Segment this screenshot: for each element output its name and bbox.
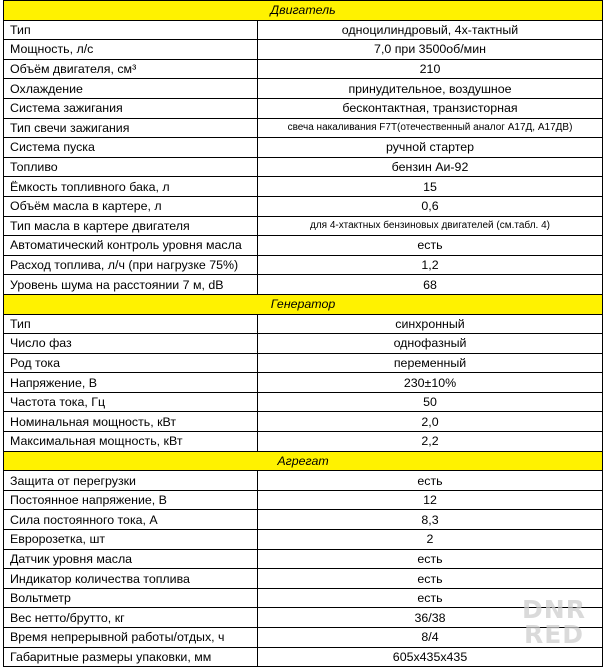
- row-label: Вес нетто/брутто, кг: [4, 608, 258, 628]
- table-row: [4, 236, 603, 256]
- table-row: [4, 549, 603, 569]
- row-label: Род тока: [4, 353, 258, 373]
- row-value: одноцилиндровый, 4х-тактный: [258, 20, 603, 40]
- row-label: Тип масла в картере двигателя: [4, 216, 258, 236]
- row-value: есть: [258, 236, 603, 256]
- row-label: Топливо: [4, 157, 258, 177]
- row-label: Объём масла в картере, л: [4, 196, 258, 216]
- section-title: Генератор: [4, 294, 603, 314]
- specifications-table: [3, 0, 603, 667]
- row-label: Автоматический контроль уровня масла: [4, 236, 258, 256]
- table-row: [4, 255, 603, 275]
- row-label: Расход топлива, л/ч (при нагрузке 75%): [4, 255, 258, 275]
- row-value: для 4-хтактных бензиновых двигателей (см.табл. 4): [258, 216, 603, 236]
- watermark-line-1: DNR: [522, 595, 586, 624]
- table-row: [4, 196, 603, 216]
- row-label: Охлаждение: [4, 79, 258, 99]
- row-label: Защита от перегрузки: [4, 471, 258, 491]
- table-row: [4, 392, 603, 412]
- table-row: [4, 138, 603, 158]
- table-row: [4, 373, 603, 393]
- row-label: Евророзетка, шт: [4, 530, 258, 550]
- row-value: бесконтактная, транзисторная: [258, 98, 603, 118]
- row-label: Тип свечи зажигания: [4, 118, 258, 138]
- watermark-logo: [517, 597, 591, 647]
- table-row: [4, 490, 603, 510]
- row-label: Мощность, л/с: [4, 40, 258, 60]
- row-label: Максимальная мощность, кВт: [4, 432, 258, 452]
- row-label: Время непрерывной работы/отдых, ч: [4, 628, 258, 648]
- row-value: бензин Аи-92: [258, 157, 603, 177]
- row-label: Тип: [4, 314, 258, 334]
- row-value: 68: [258, 275, 603, 295]
- row-label: Постоянное напряжение, В: [4, 490, 258, 510]
- table-row: [4, 79, 603, 99]
- row-value: есть: [258, 569, 603, 589]
- table-row: [4, 216, 603, 236]
- table-row: [4, 432, 603, 452]
- table-row: [4, 647, 603, 667]
- row-label: Объём двигателя, см³: [4, 59, 258, 79]
- section-header-row: [4, 294, 603, 314]
- table-row: [4, 628, 603, 648]
- row-value: 36/38: [258, 608, 603, 628]
- row-label: Число фаз: [4, 334, 258, 354]
- row-value: 0,6: [258, 196, 603, 216]
- row-value: переменный: [258, 353, 603, 373]
- row-label: Система зажигания: [4, 98, 258, 118]
- row-value: свеча накаливания F7T(отечественный аналог А17Д, А17ДВ): [258, 118, 603, 138]
- section-title: Агрегат: [4, 451, 603, 471]
- row-value: принудительное, воздушное: [258, 79, 603, 99]
- row-label: Уровень шума на расстоянии 7 м, dB: [4, 275, 258, 295]
- table-row: [4, 412, 603, 432]
- table-row: [4, 353, 603, 373]
- table-row: [4, 157, 603, 177]
- row-value: 15: [258, 177, 603, 197]
- table-row: [4, 118, 603, 138]
- table-row: [4, 20, 603, 40]
- row-value: 8/4: [258, 628, 603, 648]
- row-value: 12: [258, 490, 603, 510]
- row-value: однофазный: [258, 334, 603, 354]
- row-value: ручной стартер: [258, 138, 603, 158]
- table-row: [4, 314, 603, 334]
- row-label: Индикатор количества топлива: [4, 569, 258, 589]
- section-header-row: [4, 1, 603, 21]
- table-row: [4, 608, 603, 628]
- row-label: Датчик уровня масла: [4, 549, 258, 569]
- row-value: 2,0: [258, 412, 603, 432]
- row-label: Тип: [4, 20, 258, 40]
- row-value: есть: [258, 549, 603, 569]
- row-label: Сила постоянного тока, А: [4, 510, 258, 530]
- table-row: [4, 530, 603, 550]
- row-label: Вольтметр: [4, 588, 258, 608]
- row-value: есть: [258, 471, 603, 491]
- table-row: [4, 471, 603, 491]
- table-row: [4, 59, 603, 79]
- row-label: Частота тока, Гц: [4, 392, 258, 412]
- row-value: есть: [258, 588, 603, 608]
- table-row: [4, 98, 603, 118]
- table-row: [4, 569, 603, 589]
- row-label: Габаритные размеры упаковки, мм: [4, 647, 258, 667]
- row-value: 2: [258, 530, 603, 550]
- row-value: 230±10%: [258, 373, 603, 393]
- table-row: [4, 588, 603, 608]
- row-label: Ёмкость топливного бака, л: [4, 177, 258, 197]
- row-label: Система пуска: [4, 138, 258, 158]
- table-row: [4, 40, 603, 60]
- row-value: 2,2: [258, 432, 603, 452]
- row-value: 210: [258, 59, 603, 79]
- row-value: синхронный: [258, 314, 603, 334]
- row-label: Напряжение, В: [4, 373, 258, 393]
- row-label: Номинальная мощность, кВт: [4, 412, 258, 432]
- table-row: [4, 177, 603, 197]
- watermark-line-2: RED: [523, 620, 585, 649]
- row-value: 8,3: [258, 510, 603, 530]
- row-value: 1,2: [258, 255, 603, 275]
- table-row: [4, 275, 603, 295]
- row-value: 50: [258, 392, 603, 412]
- row-value: 7,0 при 3500об/мин: [258, 40, 603, 60]
- table-row: [4, 334, 603, 354]
- row-value: 605x435x435: [258, 647, 603, 667]
- section-header-row: [4, 451, 603, 471]
- specifications-table-body: [4, 1, 603, 667]
- section-title: Двигатель: [4, 1, 603, 21]
- table-row: [4, 510, 603, 530]
